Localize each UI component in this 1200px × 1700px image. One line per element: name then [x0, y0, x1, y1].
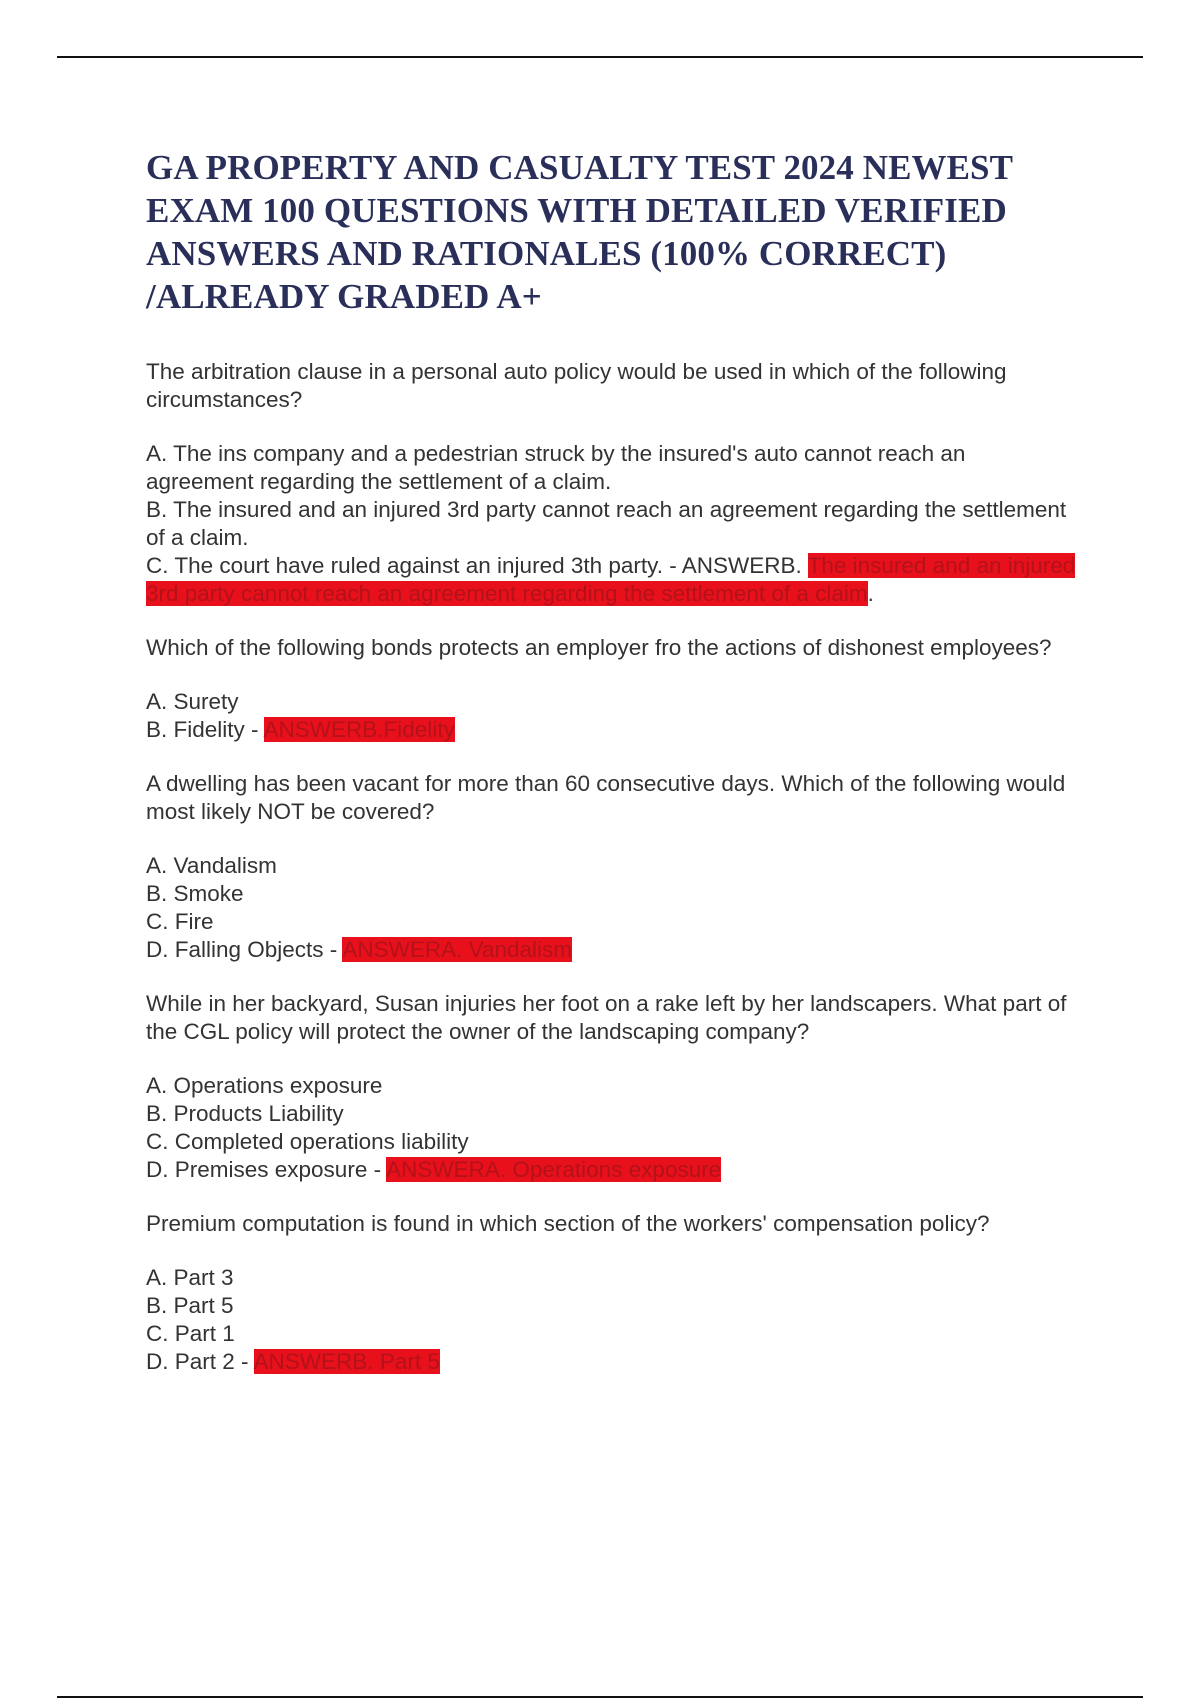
answer-option: A. Surety [146, 689, 239, 714]
answer-option: B. The insured and an injured 3rd party cannot reach an agreement regarding the settlement of a claim. [146, 497, 1067, 550]
answer-trailing-punctuation: . [867, 581, 874, 606]
highlighted-answer: ANSWERA. Operations exposure [386, 1157, 722, 1182]
answer-option: C. Part 1 [146, 1321, 235, 1346]
answer-option [146, 552, 1076, 608]
answer-option: C. Fire [146, 909, 214, 934]
bottom-rule [57, 1696, 1143, 1698]
question-text: The arbitration clause in a personal auto policy would be used in which of the following circumstances? [146, 359, 1007, 412]
question-block [146, 634, 1076, 744]
question-list [146, 358, 1076, 1376]
answer-option [146, 716, 1076, 744]
answer-option: A. The ins company and a pedestrian struck by the insured's auto cannot reach an agreement regarding the settlement of a claim. [146, 441, 966, 494]
answer-option-text: C. The court have ruled against an injured 3th party. - ANSWERB. [146, 553, 808, 578]
answer-option-text: D. Falling Objects - [146, 937, 343, 962]
highlighted-answer: The insured and an injured 3rd party cannot reach an agreement regarding the settlement of a claim [146, 553, 1076, 606]
answer-option [146, 936, 1076, 964]
highlighted-answer: ANSWERB. Part 5 [253, 1349, 440, 1374]
highlighted-answer: ANSWERB.Fidelity [263, 717, 455, 742]
answer-option: A. Operations exposure [146, 1073, 383, 1098]
answer-option: B. Part 5 [146, 1293, 234, 1318]
question-block [146, 1210, 1076, 1376]
answer-option-text: D. Premises exposure - [146, 1157, 387, 1182]
question-block [146, 770, 1076, 964]
answer-option-text: D. Part 2 - [146, 1349, 254, 1374]
answer-option: A. Vandalism [146, 853, 277, 878]
answer-option: B. Products Liability [146, 1101, 344, 1126]
question-text: While in her backyard, Susan injuries her foot on a rake left by her landscapers. What part of the CGL policy will protect the owner of the landscaping company? [146, 991, 1067, 1044]
document-page [146, 146, 1076, 1402]
answer-option: C. Completed operations liability [146, 1129, 469, 1154]
answer-option: B. Smoke [146, 881, 244, 906]
document-title: GA PROPERTY AND CASUALTY TEST 2024 NEWEST EXAM 100 QUESTIONS WITH DETAILED VERIFIED ANSWERS AND RATIONALES (100% CORRECT) /ALREADY GRADED A+ [146, 148, 1013, 316]
highlighted-answer: ANSWERA. Vandalism [342, 937, 572, 962]
question-text: A dwelling has been vacant for more than 60 consecutive days. Which of the following would most likely NOT be covered? [146, 771, 1066, 824]
question-block [146, 990, 1076, 1184]
top-rule [57, 56, 1143, 58]
answer-option [146, 1156, 1076, 1184]
answer-option [146, 1348, 1076, 1376]
question-text: Which of the following bonds protects an employer fro the actions of dishonest employees? [146, 635, 1052, 660]
question-text: Premium computation is found in which section of the workers' compensation policy? [146, 1211, 990, 1236]
question-block [146, 358, 1076, 608]
answer-option-text: B. Fidelity - [146, 717, 264, 742]
answer-option: A. Part 3 [146, 1265, 234, 1290]
